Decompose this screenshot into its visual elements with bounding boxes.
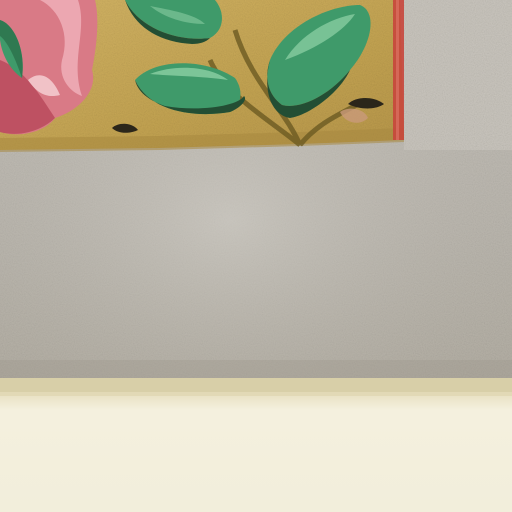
red-border-highlight xyxy=(396,0,399,140)
mat-bevel xyxy=(0,392,512,396)
mat-background xyxy=(0,392,512,512)
paper-right-panel xyxy=(404,0,512,150)
